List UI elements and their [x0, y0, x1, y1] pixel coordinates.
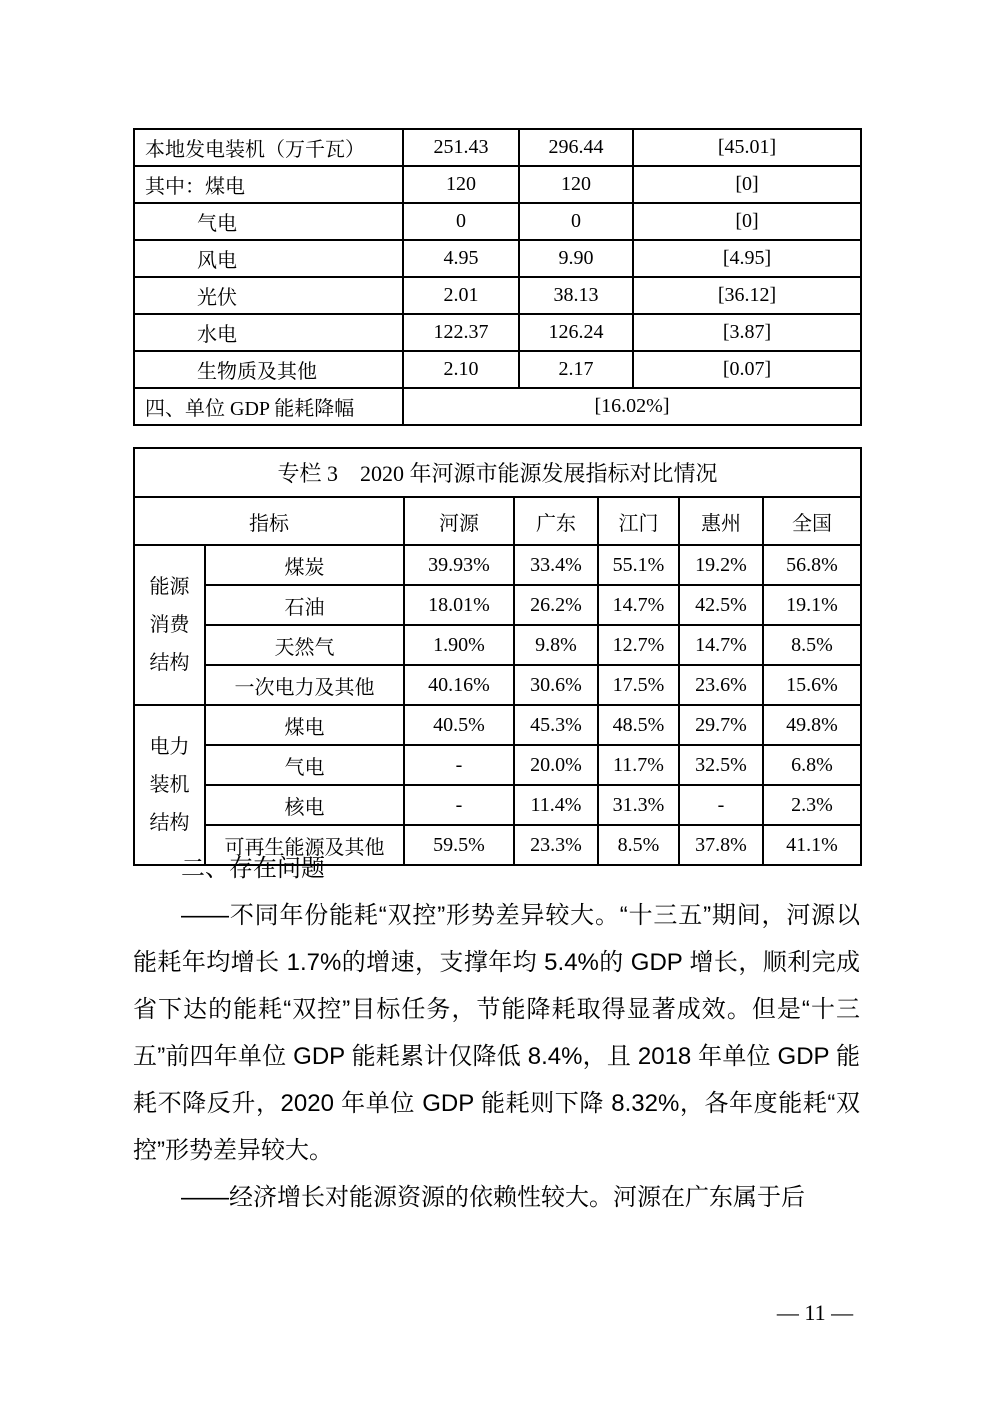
capacity-delta: [4.95] [633, 240, 861, 277]
metric-value: 23.6% [679, 665, 763, 705]
metric-value: 14.7% [598, 585, 679, 625]
capacity-value: 9.90 [519, 240, 633, 277]
capacity-row-label: 生物质及其他 [134, 351, 403, 388]
comparison-row [134, 665, 861, 705]
comparison-header-row [134, 497, 861, 545]
metric-label: 煤炭 [205, 545, 404, 585]
capacity-row-label: 其中：煤电 [134, 166, 403, 203]
capacity-value: 0 [403, 203, 519, 240]
capacity-delta: [36.12] [633, 277, 861, 314]
capacity-row [134, 314, 861, 351]
capacity-row [134, 240, 861, 277]
metric-value: 37.8% [679, 825, 763, 865]
capacity-value: 2.17 [519, 351, 633, 388]
metric-value: 19.2% [679, 545, 763, 585]
metric-value: 30.6% [514, 665, 598, 705]
metric-value: 15.6% [763, 665, 861, 705]
capacity-row [134, 277, 861, 314]
group-label-line: 消费 [149, 614, 190, 636]
capacity-delta: [0] [633, 166, 861, 203]
comparison-table [133, 447, 862, 866]
capacity-value: 2.10 [403, 351, 519, 388]
group-label-line: 电力 [149, 736, 190, 758]
metric-label: 一次电力及其他 [205, 665, 404, 705]
metric-label: 核电 [205, 785, 404, 825]
header-jiangmen: 江门 [598, 497, 679, 545]
metric-value: 32.5% [679, 745, 763, 785]
header-huizhou: 惠州 [679, 497, 763, 545]
metric-label: 可再生能源及其他 [205, 825, 404, 865]
comparison-row [134, 785, 861, 825]
comparison-row [134, 705, 861, 745]
capacity-delta: [0.07] [633, 351, 861, 388]
metric-value: 42.5% [679, 585, 763, 625]
capacity-summary-value: [16.02%] [403, 388, 861, 425]
metric-value: 33.4% [514, 545, 598, 585]
capacity-value: 120 [403, 166, 519, 203]
metric-value: 48.5% [598, 705, 679, 745]
metric-value: 31.3% [598, 785, 679, 825]
metric-label: 天然气 [205, 625, 404, 665]
metric-value: 49.8% [763, 705, 861, 745]
metric-value: 23.3% [514, 825, 598, 865]
capacity-value: 4.95 [403, 240, 519, 277]
capacity-row [134, 203, 861, 240]
metric-value: 14.7% [679, 625, 763, 665]
capacity-row [134, 129, 861, 166]
group-label-line: 能源 [149, 576, 190, 598]
group-label-line: 结构 [149, 652, 190, 674]
comparison-title-row [134, 448, 861, 497]
page-number: — 11 — [776, 1300, 854, 1325]
metric-value: 17.5% [598, 665, 679, 705]
header-heyuan: 河源 [404, 497, 514, 545]
header-guangdong: 广东 [514, 497, 598, 545]
capacity-value: 120 [519, 166, 633, 203]
paragraph-existing-problems-2: ——经济增长对能源资源的依赖性较大。河源在广东属于后 [181, 1184, 805, 1211]
comparison-row [134, 745, 861, 785]
header-metric: 指标 [134, 497, 404, 545]
capacity-summary-label: 四、单位 GDP 能耗降幅 [134, 388, 403, 425]
capacity-value: 251.43 [403, 129, 519, 166]
body-text [133, 845, 860, 1221]
group-label-line: 结构 [149, 812, 190, 834]
capacity-row-label: 本地发电装机（万千瓦） [134, 129, 403, 166]
capacity-value: 2.01 [403, 277, 519, 314]
metric-value: 9.8% [514, 625, 598, 665]
comparison-table-title: 专栏 3 2020 年河源市能源发展指标对比情况 [134, 448, 861, 497]
comparison-row [134, 585, 861, 625]
metric-value: - [679, 785, 763, 825]
capacity-row-label: 光伏 [134, 277, 403, 314]
comparison-row [134, 625, 861, 665]
metric-value: 18.01% [404, 585, 514, 625]
metric-value: 56.8% [763, 545, 861, 585]
capacity-row-label: 气电 [134, 203, 403, 240]
paragraph-existing-problems-1: ——不同年份能耗“双控”形势差异较大。“十三五”期间，河源以能耗年均增长 1.7%的增速，支撑年均 5.4%的 GDP 增长，顺利完成省下达的能耗“双控”目标任务，节能降耗取得显著成效。但是“十三五”前四年单位 GDP 能耗累计仅降低 8.4%，且 2018 年单位 GDP 能耗不降反升，2020 年单位 GDP 能耗则下降 8.32%，各年度能耗“双控”形势差异较大。 [133, 902, 860, 1164]
capacity-row-label: 水电 [134, 314, 403, 351]
capacity-row [134, 166, 861, 203]
comparison-row [134, 545, 861, 585]
capacity-delta: [0] [633, 203, 861, 240]
metric-value: 6.8% [763, 745, 861, 785]
capacity-summary-row [134, 388, 861, 425]
metric-value: 45.3% [514, 705, 598, 745]
metric-value: - [404, 785, 514, 825]
capacity-value: 296.44 [519, 129, 633, 166]
section-heading: 二、存在问题 [181, 855, 325, 882]
group-label-line: 装机 [149, 774, 190, 796]
capacity-value: 38.13 [519, 277, 633, 314]
capacity-value: 0 [519, 203, 633, 240]
metric-value: 26.2% [514, 585, 598, 625]
header-national: 全国 [763, 497, 861, 545]
capacity-value: 122.37 [403, 314, 519, 351]
group-label-power-capacity [134, 705, 205, 865]
capacity-delta: [45.01] [633, 129, 861, 166]
metric-value: 39.93% [404, 545, 514, 585]
metric-value: 11.7% [598, 745, 679, 785]
metric-value: 8.5% [763, 625, 861, 665]
capacity-table [133, 128, 862, 426]
capacity-delta: [3.87] [633, 314, 861, 351]
capacity-value: 126.24 [519, 314, 633, 351]
metric-value: 20.0% [514, 745, 598, 785]
metric-value: 40.16% [404, 665, 514, 705]
metric-value: 40.5% [404, 705, 514, 745]
metric-value: 19.1% [763, 585, 861, 625]
metric-value: 59.5% [404, 825, 514, 865]
metric-label: 石油 [205, 585, 404, 625]
metric-value: 11.4% [514, 785, 598, 825]
metric-value: 8.5% [598, 825, 679, 865]
metric-value: 2.3% [763, 785, 861, 825]
metric-value: 29.7% [679, 705, 763, 745]
metric-value: 1.90% [404, 625, 514, 665]
capacity-row [134, 351, 861, 388]
capacity-row-label: 风电 [134, 240, 403, 277]
metric-label: 煤电 [205, 705, 404, 745]
metric-value: 41.1% [763, 825, 861, 865]
metric-value: 55.1% [598, 545, 679, 585]
metric-label: 气电 [205, 745, 404, 785]
metric-value: - [404, 745, 514, 785]
group-label-energy-consumption [134, 545, 205, 705]
metric-value: 12.7% [598, 625, 679, 665]
